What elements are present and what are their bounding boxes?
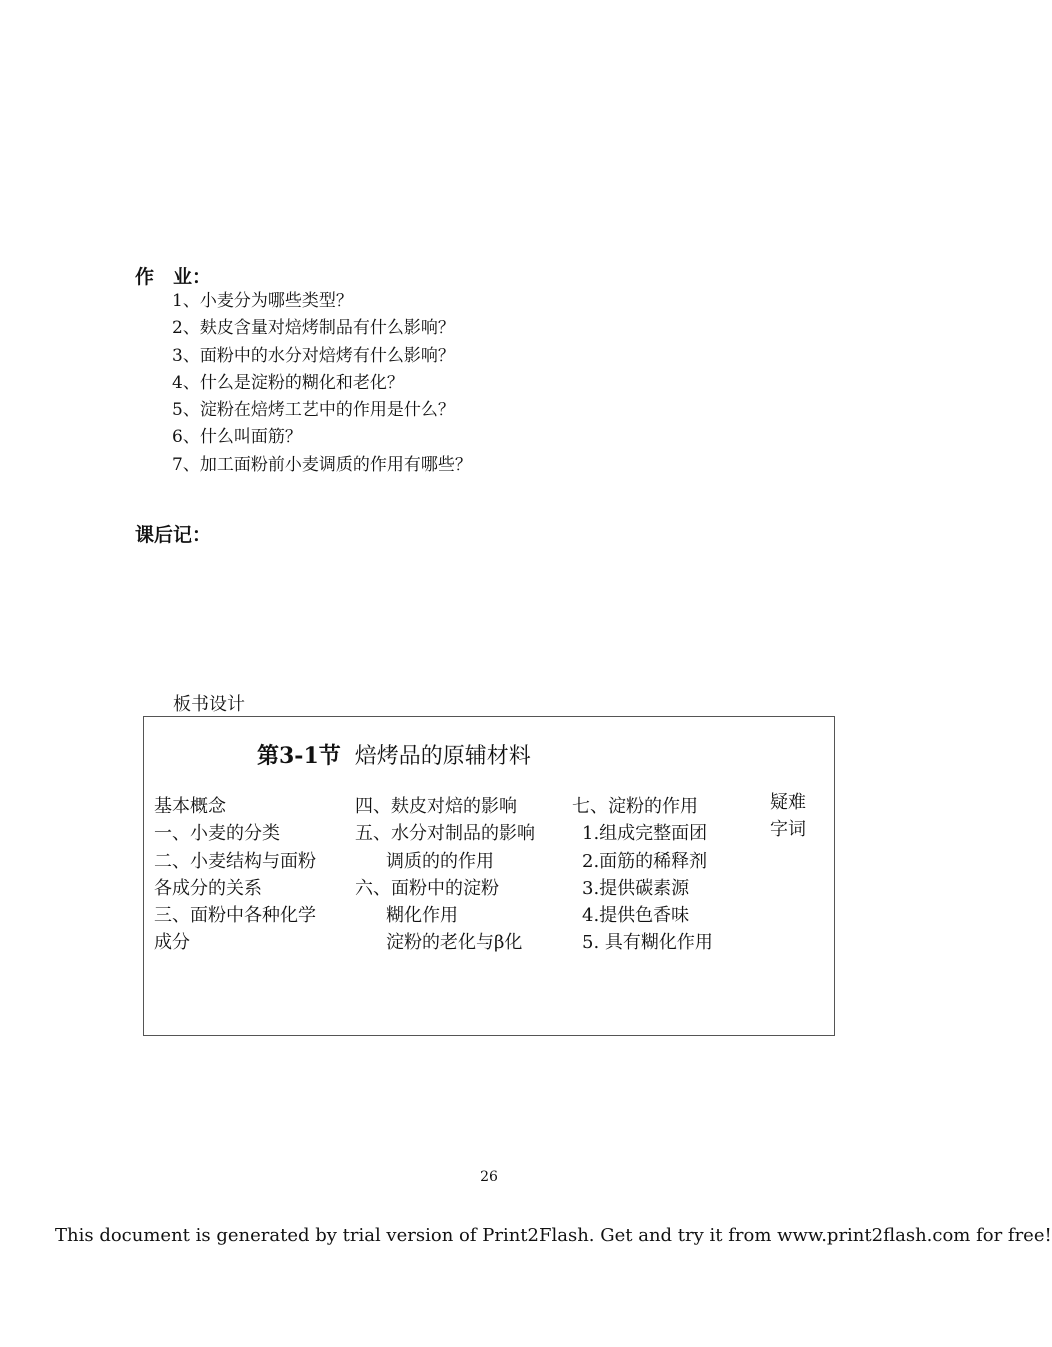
board-line: 各成分的关系 bbox=[154, 877, 262, 899]
board-column-3 bbox=[572, 793, 713, 957]
after-class-notes-heading: 课后记： bbox=[135, 524, 212, 546]
board-line: 七、淀粉的作用 bbox=[572, 796, 698, 817]
board-line: 4.提供色香味 bbox=[582, 905, 690, 927]
board-line: 5. 具有糊化作用 bbox=[582, 932, 713, 954]
homework-item: 1、小麦分为哪些类型？ bbox=[172, 291, 353, 311]
board-section-number: 第3-1节 bbox=[257, 743, 341, 769]
board-line: 三、面粉中各种化学 bbox=[154, 905, 316, 927]
homework-list bbox=[172, 288, 472, 479]
board-line: 四、麸皮对焙的影响 bbox=[355, 796, 517, 817]
board-line: 淀粉的老化与β化 bbox=[386, 932, 523, 954]
board-line: 3.提供碳素源 bbox=[582, 877, 690, 899]
board-title: 焙烤品的原辅材料 bbox=[354, 744, 531, 769]
board-column-1 bbox=[154, 793, 316, 957]
board-line: 1.组成完整面团 bbox=[582, 823, 708, 845]
homework-item: 2、麸皮含量对焙烤制品有什么影响？ bbox=[172, 318, 455, 339]
homework-item: 3、面粉中的水分对焙烤有什么影响？ bbox=[172, 345, 455, 366]
board-line: 糊化作用 bbox=[386, 905, 458, 927]
board-line: 2.面筋的稀释剂 bbox=[582, 850, 708, 872]
board-line: 疑难 bbox=[770, 792, 806, 813]
homework-item: 5、淀粉在焙烤工艺中的作用是什么？ bbox=[172, 400, 455, 421]
board-line: 一、小麦的分类 bbox=[154, 823, 280, 845]
homework-item: 7、加工面粉前小麦调质的作用有哪些？ bbox=[172, 454, 472, 475]
trial-notice: This document is generated by trial version of Print2Flash. Get and try it from www.print2flash.com for free! bbox=[55, 1225, 1052, 1246]
board-heading bbox=[257, 739, 531, 770]
board-line: 五、水分对制品的影响 bbox=[355, 823, 535, 845]
board-design-box bbox=[143, 716, 835, 1036]
homework-title: 作 业： bbox=[135, 266, 212, 288]
board-column-2 bbox=[355, 793, 535, 957]
homework-item: 6、什么叫面筋？ bbox=[172, 427, 302, 448]
homework-item: 4、什么是淀粉的糊化和老化？ bbox=[172, 372, 404, 393]
board-column-4 bbox=[770, 789, 806, 844]
board-line: 二、小麦结构与面粉 bbox=[154, 850, 316, 872]
board-line: 调质的的作用 bbox=[386, 850, 494, 872]
page-number: 26 bbox=[480, 1169, 498, 1185]
board-line: 六、面粉中的淀粉 bbox=[355, 877, 499, 899]
board-design-label: 板书设计 bbox=[173, 694, 245, 715]
board-line: 字词 bbox=[770, 819, 806, 841]
board-line: 成分 bbox=[154, 932, 190, 954]
board-line: 基本概念 bbox=[154, 796, 226, 817]
